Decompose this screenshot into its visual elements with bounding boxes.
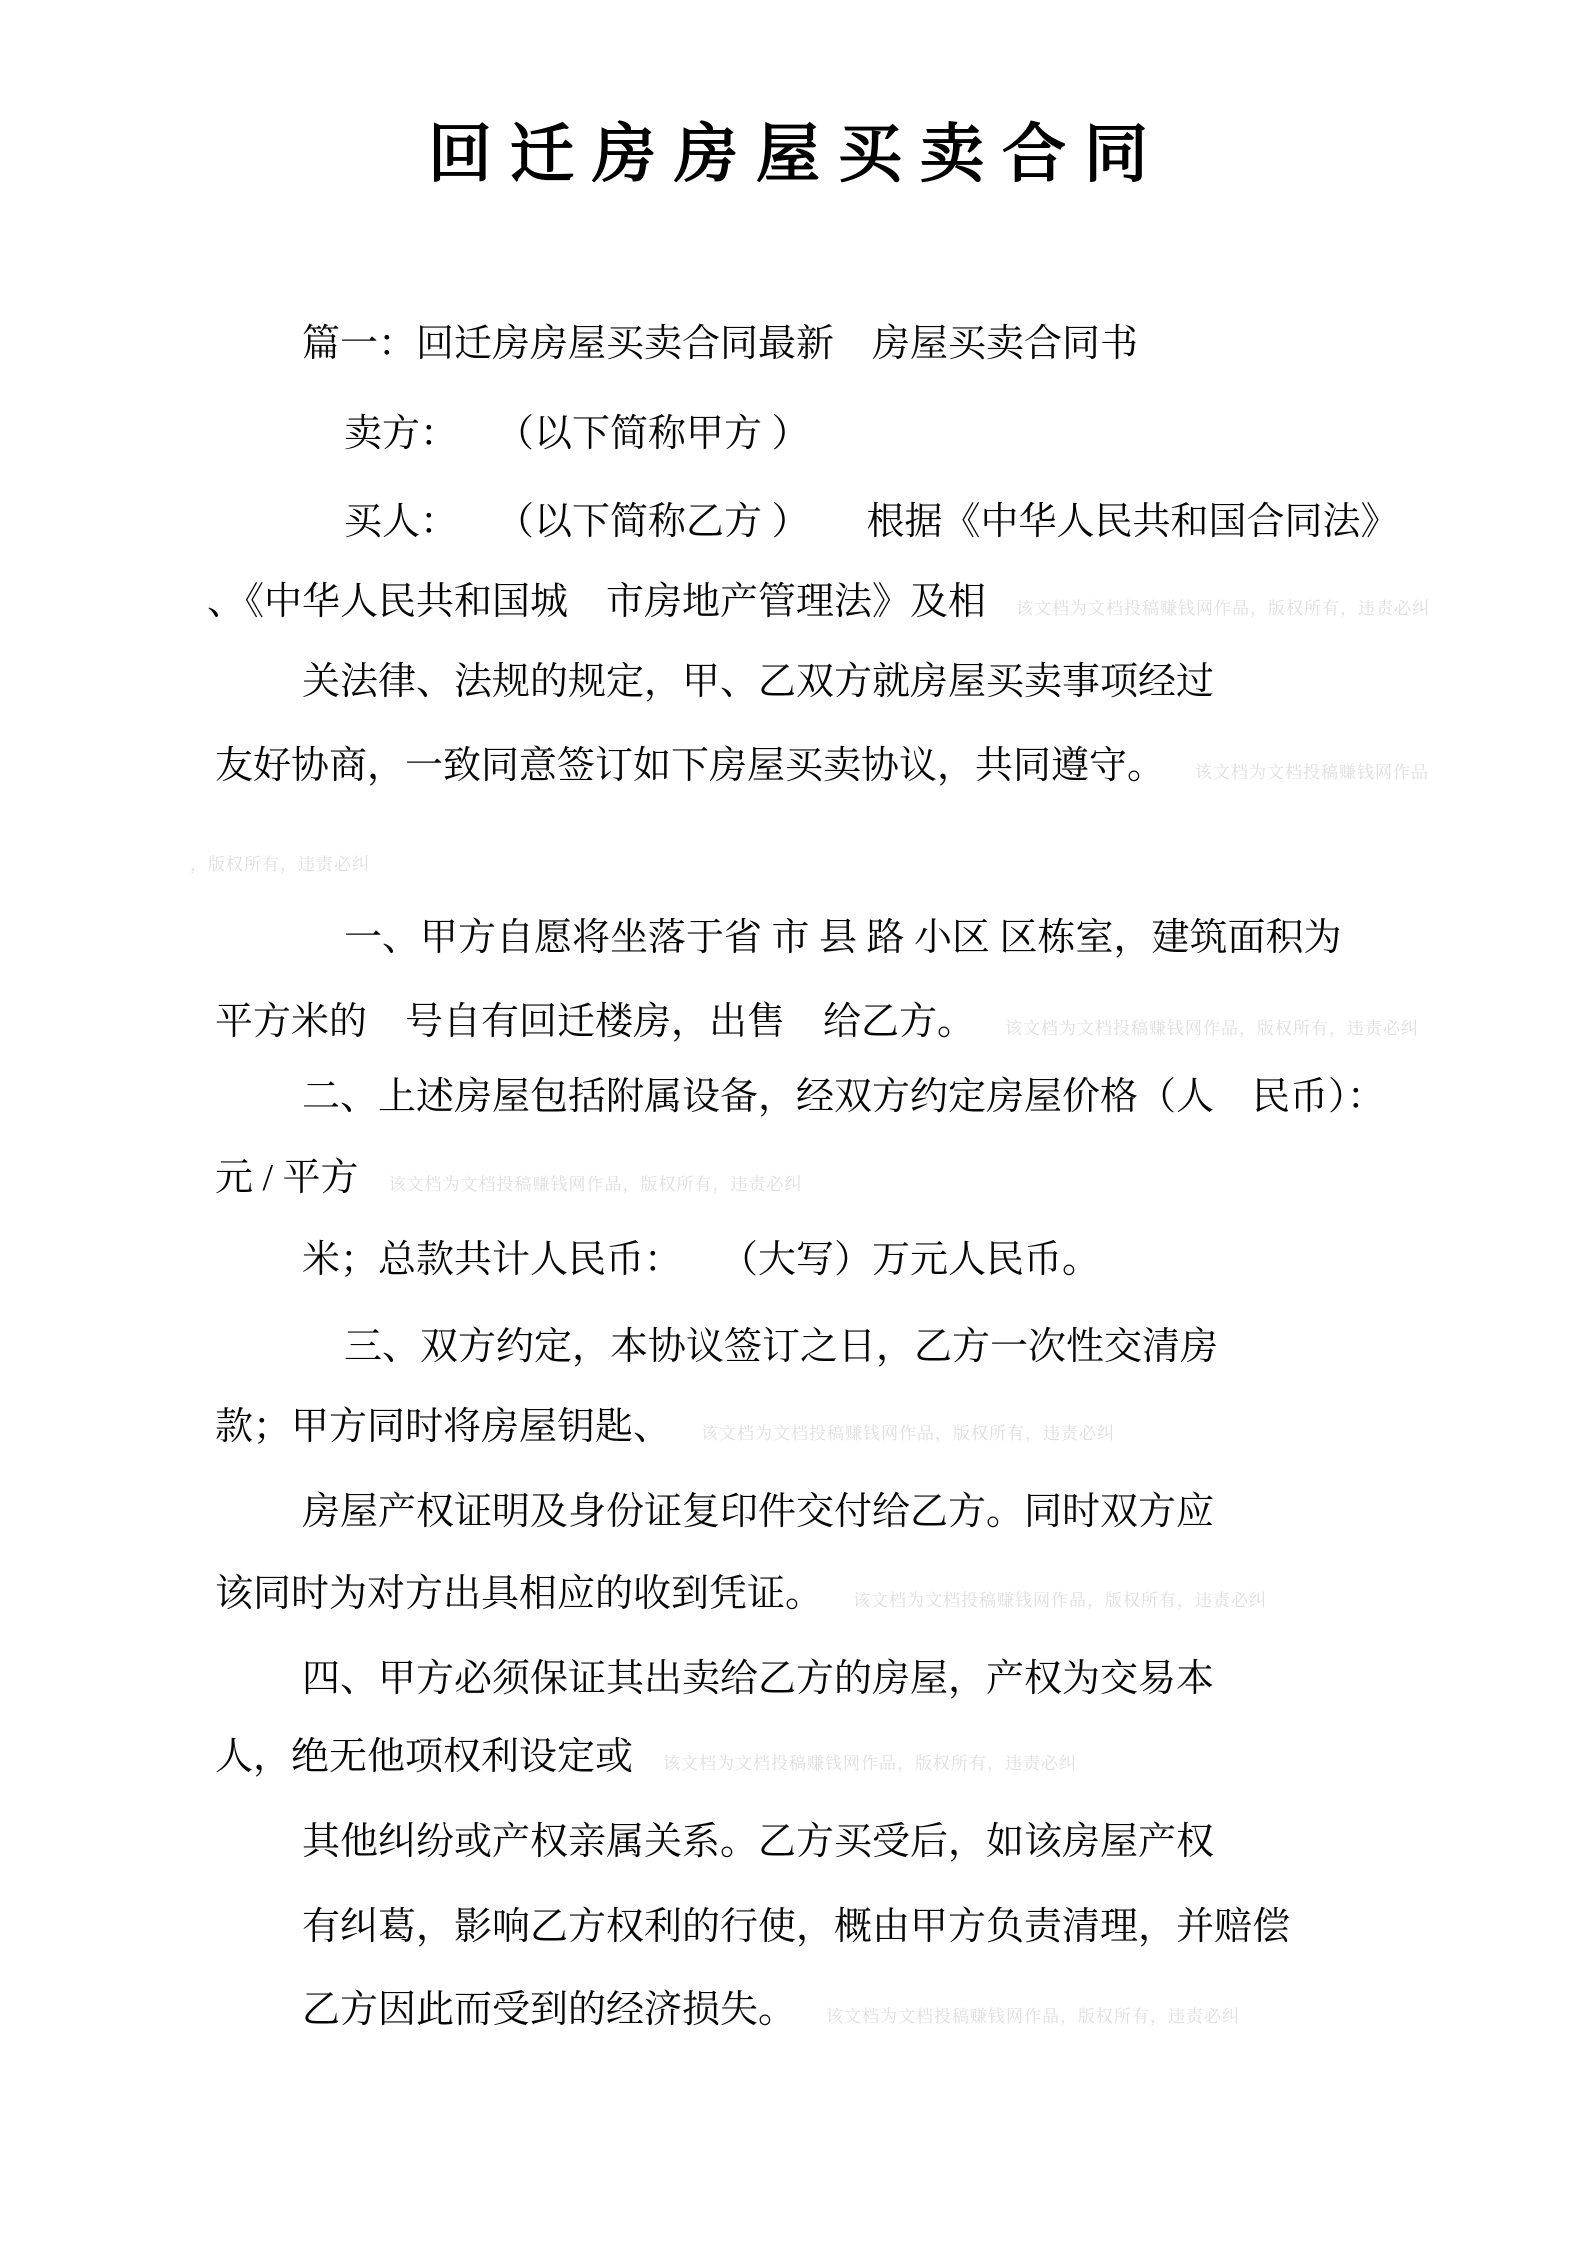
- watermark-text: 该文档为文档投稿赚钱网作品，版权所有，违责必纠: [1005, 1019, 1420, 1038]
- line-text: 该同时为对方出具相应的收到凭证。: [215, 1573, 824, 1615]
- line-text: 米；总款共计人民币： （大写）万元人民币。: [302, 1239, 1101, 1281]
- contract-line: [215, 1000, 1419, 1051]
- watermark-text: 该文档为文档投稿赚钱网作品，版权所有，违责必纠: [663, 1754, 1078, 1773]
- line-text: 篇一：回迁房房屋买卖合同最新 房屋买卖合同书: [302, 323, 1139, 365]
- contract-line: [215, 744, 1429, 795]
- contract-line: [302, 1075, 1385, 1119]
- contract-line: [302, 1490, 1214, 1534]
- line-text: 买人： （以下简称乙方 ） 根据《中华人民共和国合同法》: [344, 501, 1399, 543]
- line-text: 一、甲方自愿将坐落于省 市 县 路 小区 区栋室，建筑面积为: [344, 917, 1342, 959]
- line-text: 人，绝无他项权利设定或: [215, 1736, 634, 1778]
- watermark-text: 该文档为文档投稿赚钱网作品，版权所有，违责必纠: [853, 1591, 1268, 1610]
- contract-line: [215, 1735, 1077, 1786]
- contract-line: [302, 1238, 1100, 1282]
- contract-line: [344, 500, 1399, 544]
- contract-line: [215, 1405, 1115, 1456]
- line-text: 四、甲方必须保证其出卖给乙方的房屋，产权为交易本: [302, 1658, 1215, 1700]
- contract-line: [302, 1657, 1214, 1701]
- line-text: 关法律、法规的规定，甲、乙双方就房屋买卖事项经过: [302, 661, 1215, 703]
- line-text: 三、双方约定，本协议签订之日，乙方一次性交清房: [344, 1326, 1219, 1368]
- contract-line: [215, 1572, 1267, 1623]
- line-text: 房屋产权证明及身份证复印件交付给乙方。同时双方应: [302, 1491, 1215, 1533]
- watermark-text: 该文档为文档投稿赚钱网作品，版权所有，违责必纠: [701, 1424, 1116, 1443]
- contract-line: [302, 1820, 1214, 1864]
- watermark-text: 该文档为文档投稿赚钱网作品，版权所有，违责必纠: [826, 2007, 1241, 2026]
- contract-line: [344, 412, 810, 456]
- watermark-line: [190, 836, 370, 887]
- line-text: 乙方因此而受到的经济损失。: [302, 1989, 797, 2031]
- watermark-text: ，版权所有，违责必纠: [190, 855, 370, 874]
- line-text: 二、上述房屋包括附属设备，经双方约定房屋价格（人 民币）：: [302, 1076, 1386, 1118]
- contract-line: [302, 1905, 1290, 1949]
- document-title: 回迁房房屋买卖合同: [428, 118, 1166, 190]
- line-text: 款；甲方同时将房屋钥匙、: [215, 1406, 672, 1448]
- contract-line: [302, 1988, 1240, 2039]
- line-text: 友好协商，一致同意签订如下房屋买卖协议，共同遵守。: [215, 745, 1166, 787]
- watermark-text: 该文档为文档投稿赚钱网作品，版权所有，违责必纠: [1016, 599, 1431, 618]
- contract-line: [302, 660, 1214, 704]
- line-text: 有纠葛，影响乙方权利的行使，概由甲方负责清理，并赔偿: [302, 1906, 1291, 1948]
- contract-line: [344, 1325, 1218, 1369]
- line-text: 卖方： （以下简称甲方 ）: [344, 413, 810, 455]
- watermark-text: 该文档为文档投稿赚钱网作品: [1195, 763, 1430, 782]
- watermark-text: 该文档为文档投稿赚钱网作品，版权所有，违责必纠: [388, 1175, 803, 1194]
- contract-line: [344, 916, 1342, 960]
- contract-line: [207, 580, 1430, 631]
- contract-line: [215, 1156, 803, 1207]
- line-text: 平方米的 号自有回迁楼房，出售 给乙方。: [215, 1001, 976, 1043]
- line-text: 元 / 平方: [215, 1157, 359, 1199]
- contract-line: [302, 322, 1138, 366]
- line-text: 、《中华人民共和国城 市房地产管理法》及相: [207, 581, 987, 623]
- line-text: 其他纠纷或产权亲属关系。乙方买受后，如该房屋产权: [302, 1821, 1215, 1863]
